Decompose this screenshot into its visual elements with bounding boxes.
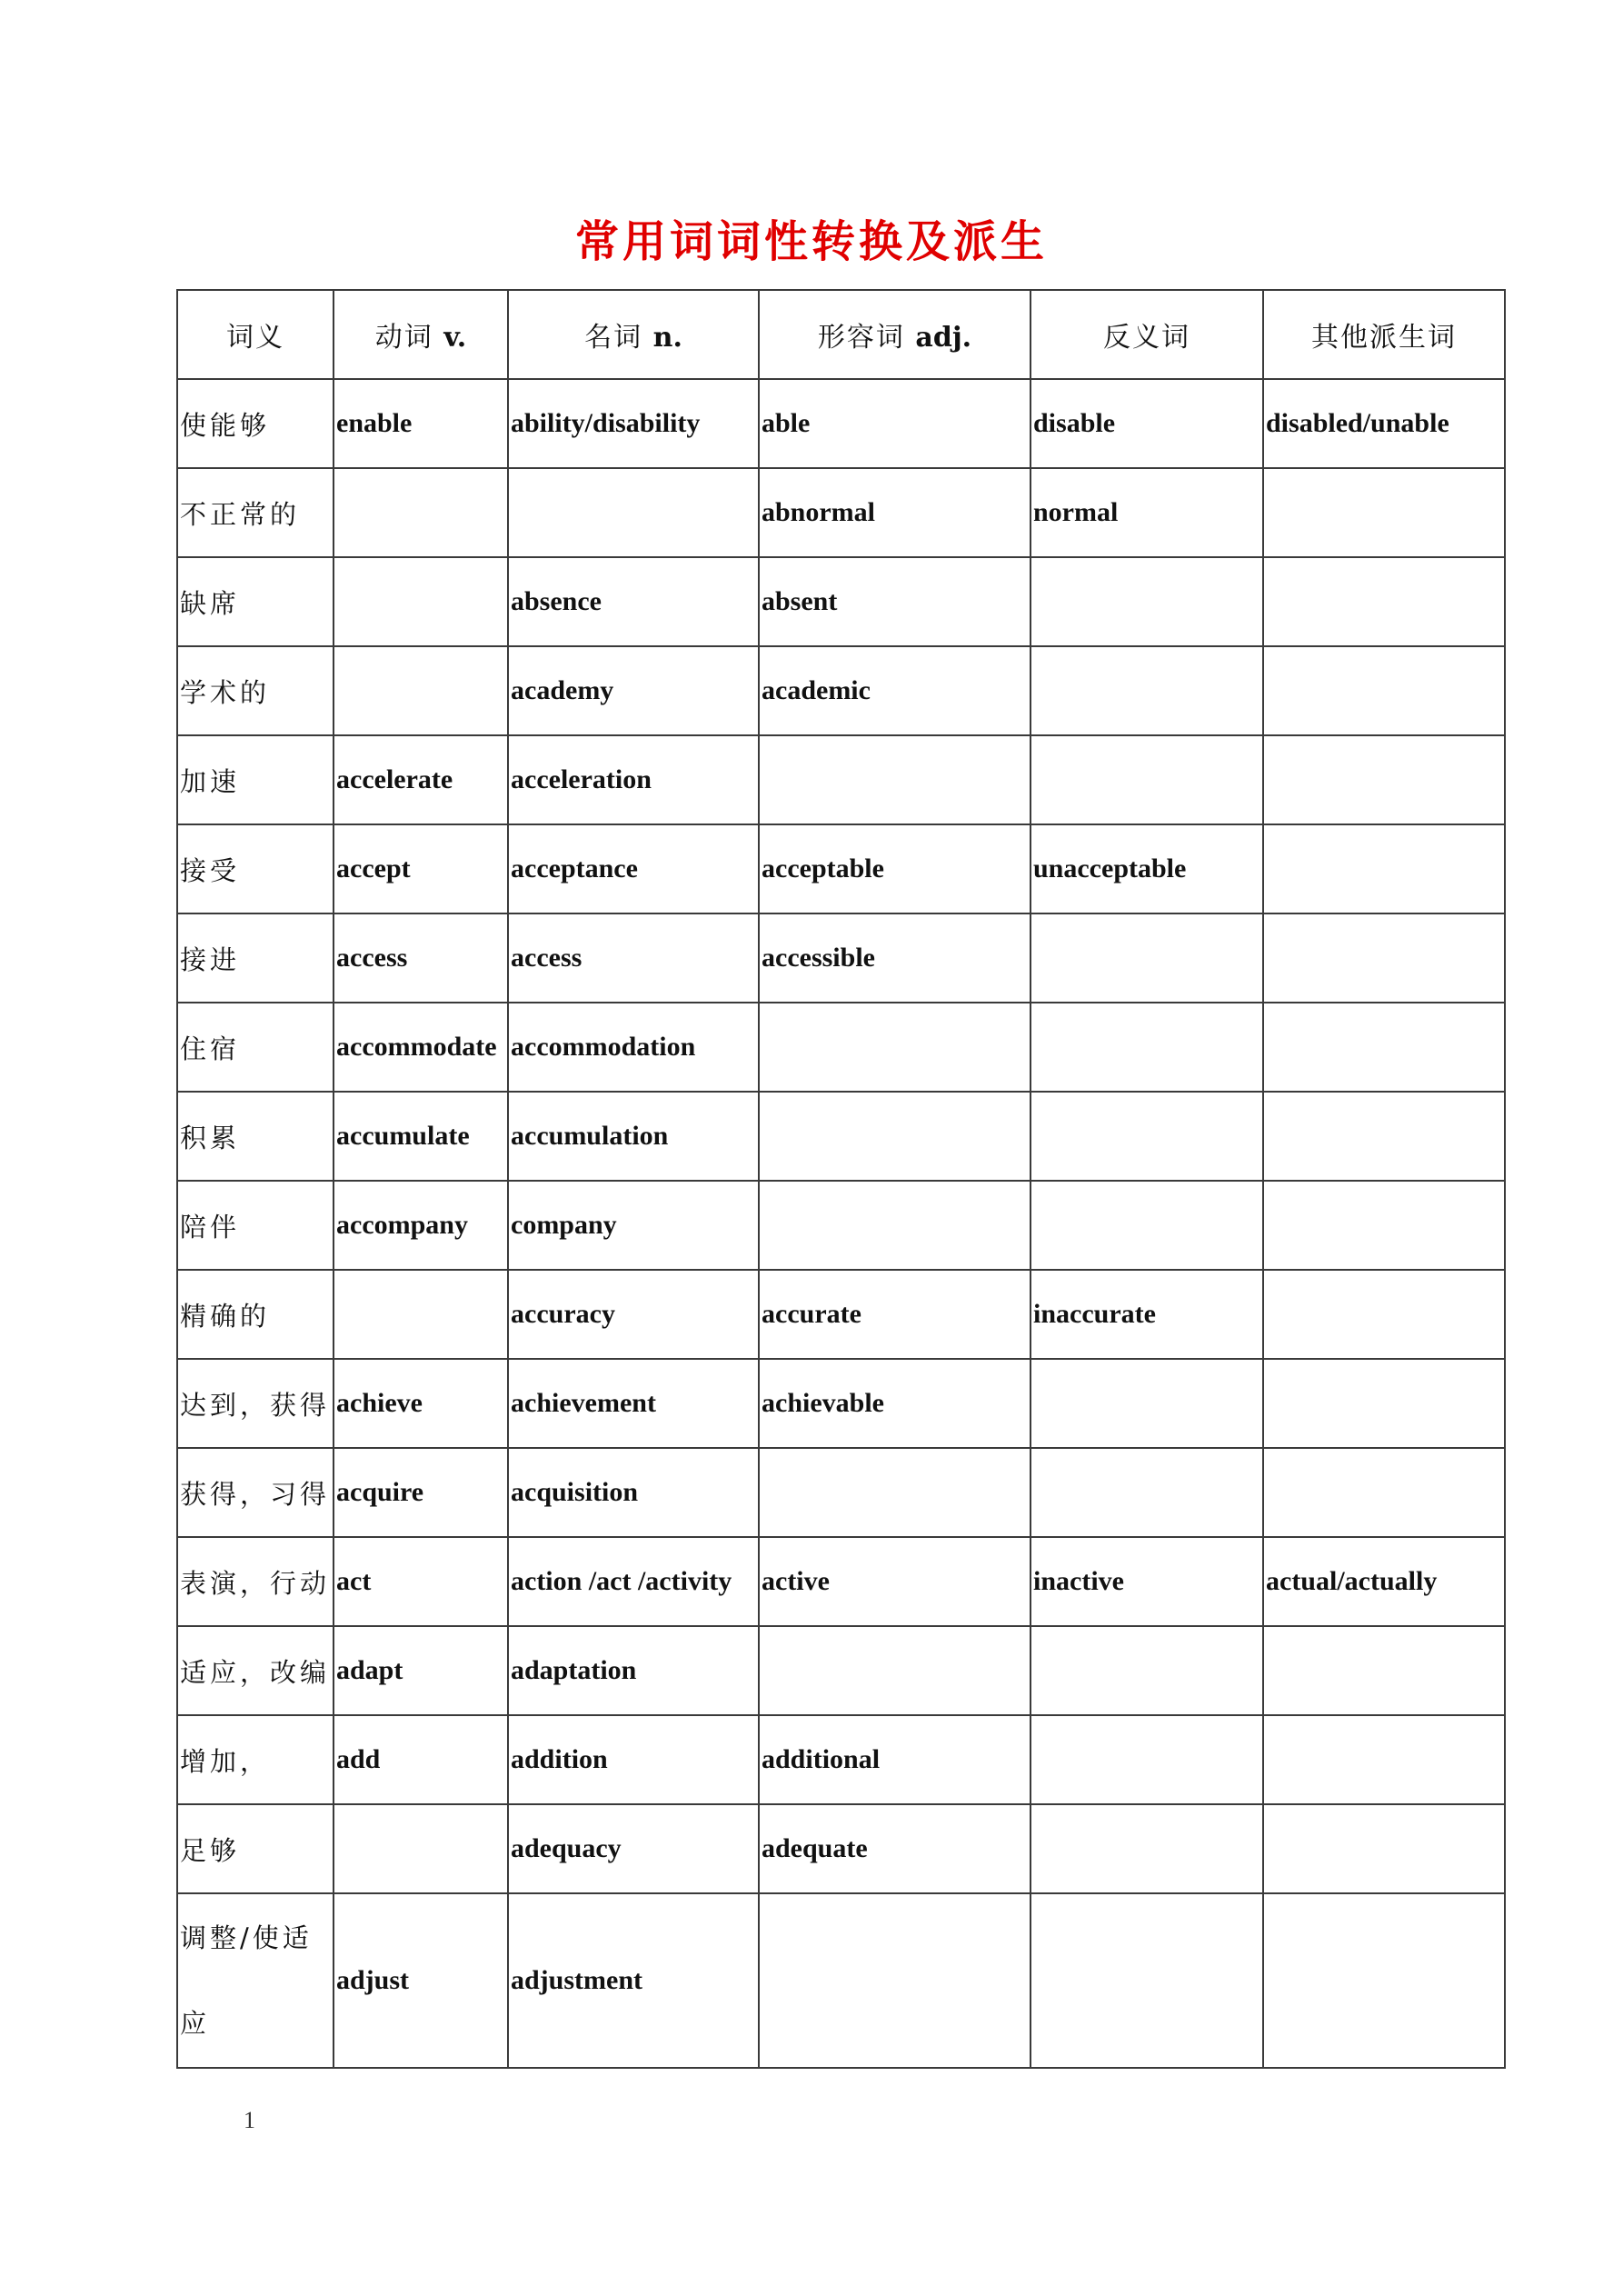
cell-adjective: additional bbox=[759, 1715, 1031, 1804]
cell-antonym bbox=[1031, 557, 1263, 646]
header-noun bbox=[508, 290, 759, 379]
cell-noun: acquisition bbox=[508, 1448, 759, 1537]
cell-antonym bbox=[1031, 1715, 1263, 1804]
cell-antonym bbox=[1031, 1804, 1263, 1893]
cell-verb: enable bbox=[334, 379, 508, 468]
cell-antonym: inactive bbox=[1031, 1537, 1263, 1626]
table-row bbox=[177, 1715, 1505, 1804]
header-antonym-label: 反义词 bbox=[1103, 322, 1190, 354]
cell-derivatives bbox=[1263, 1893, 1505, 2068]
table-row bbox=[177, 379, 1505, 468]
header-verb-en: v. bbox=[443, 322, 467, 354]
cell-noun: academy bbox=[508, 646, 759, 735]
header-verb bbox=[334, 290, 508, 379]
cell-derivatives bbox=[1263, 913, 1505, 1003]
cell-noun bbox=[508, 468, 759, 557]
cell-antonym bbox=[1031, 735, 1263, 824]
header-adjective bbox=[759, 290, 1031, 379]
cell-adjective: able bbox=[759, 379, 1031, 468]
cell-noun: achievement bbox=[508, 1359, 759, 1448]
document-title: 常用词词性转换及派生 bbox=[574, 216, 1048, 267]
table-row bbox=[177, 1804, 1505, 1893]
cell-derivatives bbox=[1263, 468, 1505, 557]
cell-adjective bbox=[759, 1448, 1031, 1537]
cell-derivatives: actual/actually bbox=[1263, 1537, 1505, 1626]
table-row bbox=[177, 1626, 1505, 1715]
cell-adjective: academic bbox=[759, 646, 1031, 735]
table-row bbox=[177, 1181, 1505, 1270]
cell-adjective bbox=[759, 1626, 1031, 1715]
header-adj-en: adj. bbox=[915, 322, 972, 354]
cell-antonym bbox=[1031, 1181, 1263, 1270]
cell-antonym: unacceptable bbox=[1031, 824, 1263, 913]
cell-derivatives bbox=[1263, 1448, 1505, 1537]
cell-verb: adjust bbox=[334, 1893, 508, 2068]
cell-verb: access bbox=[334, 913, 508, 1003]
cell-meaning: 积累 bbox=[177, 1092, 334, 1181]
table-row bbox=[177, 1359, 1505, 1448]
page-number: 1 bbox=[244, 2107, 255, 2133]
table-row bbox=[177, 646, 1505, 735]
cell-antonym bbox=[1031, 1448, 1263, 1537]
cell-derivatives bbox=[1263, 1092, 1505, 1181]
cell-verb: accept bbox=[334, 824, 508, 913]
cell-antonym: normal bbox=[1031, 468, 1263, 557]
cell-adjective: absent bbox=[759, 557, 1031, 646]
cell-meaning: 使能够 bbox=[177, 379, 334, 468]
table-row bbox=[177, 1537, 1505, 1626]
cell-noun: absence bbox=[508, 557, 759, 646]
cell-noun: adaptation bbox=[508, 1626, 759, 1715]
cell-verb bbox=[334, 1804, 508, 1893]
cell-adjective: acceptable bbox=[759, 824, 1031, 913]
table-row bbox=[177, 1448, 1505, 1537]
table-row bbox=[177, 735, 1505, 824]
table-row bbox=[177, 1003, 1505, 1092]
header-derivatives-label: 其他派生词 bbox=[1311, 322, 1457, 354]
cell-verb: adapt bbox=[334, 1626, 508, 1715]
cell-noun: adjustment bbox=[508, 1893, 759, 2068]
cell-adjective bbox=[759, 1893, 1031, 2068]
cell-adjective: accessible bbox=[759, 913, 1031, 1003]
cell-meaning: 加速 bbox=[177, 735, 334, 824]
cell-meaning: 足够 bbox=[177, 1804, 334, 1893]
vocabulary-table bbox=[176, 289, 1506, 2069]
cell-noun: company bbox=[508, 1181, 759, 1270]
table-row bbox=[177, 1092, 1505, 1181]
cell-noun: adequacy bbox=[508, 1804, 759, 1893]
cell-antonym bbox=[1031, 1092, 1263, 1181]
cell-antonym bbox=[1031, 913, 1263, 1003]
cell-antonym: inaccurate bbox=[1031, 1270, 1263, 1359]
table-row bbox=[177, 468, 1505, 557]
cell-meaning: 陪伴 bbox=[177, 1181, 334, 1270]
table-row bbox=[177, 913, 1505, 1003]
cell-adjective: adequate bbox=[759, 1804, 1031, 1893]
cell-meaning: 不正常的 bbox=[177, 468, 334, 557]
cell-noun: ability/disability bbox=[508, 379, 759, 468]
cell-verb: add bbox=[334, 1715, 508, 1804]
cell-derivatives bbox=[1263, 1003, 1505, 1092]
cell-derivatives bbox=[1263, 824, 1505, 913]
cell-antonym bbox=[1031, 1893, 1263, 2068]
cell-derivatives: disabled/unable bbox=[1263, 379, 1505, 468]
table-row bbox=[177, 824, 1505, 913]
table-row bbox=[177, 1270, 1505, 1359]
cell-verb: act bbox=[334, 1537, 508, 1626]
cell-meaning: 达到，获得 bbox=[177, 1359, 334, 1448]
cell-derivatives bbox=[1263, 557, 1505, 646]
cell-meaning: 缺席 bbox=[177, 557, 334, 646]
cell-verb: accumulate bbox=[334, 1092, 508, 1181]
cell-meaning: 精确的 bbox=[177, 1270, 334, 1359]
cell-noun: acceptance bbox=[508, 824, 759, 913]
cell-meaning: 学术的 bbox=[177, 646, 334, 735]
header-antonym bbox=[1031, 290, 1263, 379]
header-adj-cn: 形容词 bbox=[817, 322, 905, 354]
cell-antonym bbox=[1031, 1359, 1263, 1448]
cell-noun: action /act /activity bbox=[508, 1537, 759, 1626]
cell-meaning: 住宿 bbox=[177, 1003, 334, 1092]
cell-antonym bbox=[1031, 646, 1263, 735]
cell-noun: accuracy bbox=[508, 1270, 759, 1359]
cell-meaning: 接受 bbox=[177, 824, 334, 913]
cell-derivatives bbox=[1263, 1715, 1505, 1804]
header-derivatives bbox=[1263, 290, 1505, 379]
cell-adjective: active bbox=[759, 1537, 1031, 1626]
cell-derivatives bbox=[1263, 646, 1505, 735]
cell-antonym bbox=[1031, 1003, 1263, 1092]
cell-adjective bbox=[759, 735, 1031, 824]
cell-adjective bbox=[759, 1181, 1031, 1270]
cell-noun: acceleration bbox=[508, 735, 759, 824]
cell-derivatives bbox=[1263, 735, 1505, 824]
header-noun-cn: 名词 bbox=[584, 322, 643, 354]
header-meaning bbox=[177, 290, 334, 379]
cell-meaning: 增加， bbox=[177, 1715, 334, 1804]
table-row bbox=[177, 557, 1505, 646]
table-header-row bbox=[177, 290, 1505, 379]
cell-derivatives bbox=[1263, 1359, 1505, 1448]
cell-antonym bbox=[1031, 1626, 1263, 1715]
cell-meaning: 适应，改编 bbox=[177, 1626, 334, 1715]
cell-noun: accumulation bbox=[508, 1092, 759, 1181]
cell-derivatives bbox=[1263, 1181, 1505, 1270]
cell-verb bbox=[334, 1270, 508, 1359]
cell-adjective: achievable bbox=[759, 1359, 1031, 1448]
cell-noun: access bbox=[508, 913, 759, 1003]
cell-derivatives bbox=[1263, 1626, 1505, 1715]
cell-adjective: abnormal bbox=[759, 468, 1031, 557]
cell-antonym: disable bbox=[1031, 379, 1263, 468]
cell-meaning: 接进 bbox=[177, 913, 334, 1003]
header-noun-en: n. bbox=[652, 322, 682, 354]
cell-meaning: 调整/使适应 bbox=[177, 1893, 334, 2068]
cell-verb: acquire bbox=[334, 1448, 508, 1537]
cell-verb: accommodate bbox=[334, 1003, 508, 1092]
header-meaning-label: 词义 bbox=[226, 322, 284, 354]
cell-verb: achieve bbox=[334, 1359, 508, 1448]
cell-verb: accompany bbox=[334, 1181, 508, 1270]
cell-derivatives bbox=[1263, 1270, 1505, 1359]
cell-noun: addition bbox=[508, 1715, 759, 1804]
header-verb-cn: 动词 bbox=[374, 322, 433, 354]
cell-adjective bbox=[759, 1003, 1031, 1092]
cell-verb bbox=[334, 468, 508, 557]
cell-noun: accommodation bbox=[508, 1003, 759, 1092]
table-row bbox=[177, 1893, 1505, 2068]
cell-adjective bbox=[759, 1092, 1031, 1181]
cell-verb: accelerate bbox=[334, 735, 508, 824]
cell-adjective: accurate bbox=[759, 1270, 1031, 1359]
cell-meaning: 表演，行动 bbox=[177, 1537, 334, 1626]
cell-meaning: 获得，习得 bbox=[177, 1448, 334, 1537]
cell-derivatives bbox=[1263, 1804, 1505, 1893]
cell-verb bbox=[334, 557, 508, 646]
cell-verb bbox=[334, 646, 508, 735]
